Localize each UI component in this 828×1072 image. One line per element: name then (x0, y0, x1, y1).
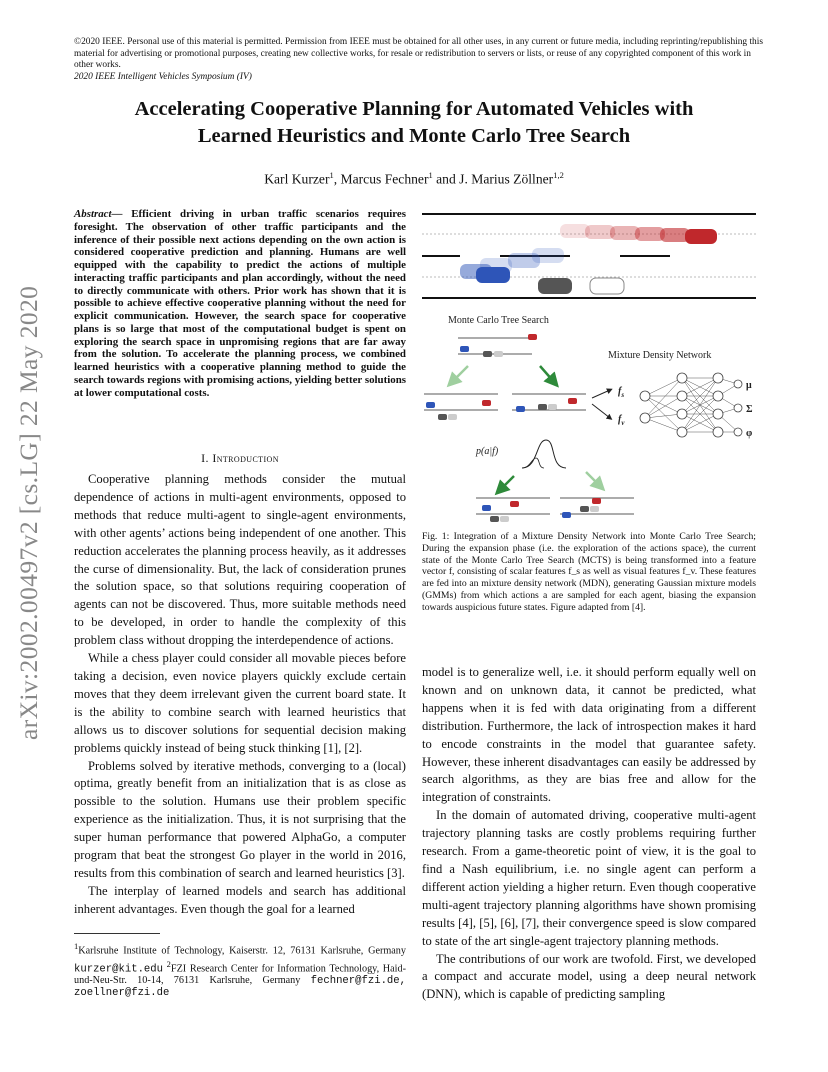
section-title: Introduction (212, 451, 279, 465)
body-paragraph: Problems solved by iterative methods, converging to a (local) optima, greatly benefit from an initialization that is as close as possible to the solution. Humans use their problem specific experience as the initialization. Thus, it is not surprising that the super human performance that powered AlphaGo, a computer program that beat the strongest Go player in the world in 2016, results from this combination of search and learned heuristics [3]. (74, 758, 406, 880)
body-paragraph: The interplay of learned models and search has additional inherent advantages. Even though the goal for a learned (74, 883, 406, 916)
footnote-email: kurzer@kit.edu (74, 962, 164, 975)
author-separator: , (333, 171, 341, 187)
figure-1 (420, 206, 760, 524)
sample-arrow (586, 472, 600, 486)
title-line-1: Accelerating Cooperative Planning for Automated Vehicles with (134, 98, 694, 120)
mcts-child-node (512, 394, 586, 412)
gaussian-curve (522, 458, 544, 468)
sample-arrow (500, 476, 514, 490)
white-car (590, 278, 624, 294)
feature-arrow (592, 390, 610, 398)
mcts-child-node (424, 394, 498, 420)
body-paragraph: model is to generalize well, i.e. it should perform equally well on known and on unknown data, it cannot be predicted, what happens when it is fed with data originating from a different distribution. Furthermore, the lack of introspection makes it hard to encode constraints in the model that guarantee safety. However, these inherent disadvantages can easily be addressed by search algorithms, as they are bias free and allow for the integration of constraints. (422, 665, 756, 805)
author-affiliation: 1 (329, 170, 334, 180)
author-name: J. Marius Zöllner (459, 171, 554, 187)
footnote-mark: 1 (74, 941, 79, 951)
expansion-arrow (452, 366, 468, 382)
feature-fv-label: $f_v$ (618, 414, 625, 427)
expansion-arrow (540, 366, 554, 382)
gray-car (538, 278, 572, 294)
blue-car (476, 267, 510, 283)
footnote-affiliation: Karlsruhe Institute of Technology, Kaiserstr. 12, 76131 Karlsruhe, Germany (78, 945, 406, 957)
copyright-text: ©2020 IEEE. Personal use of this material is permitted. Permission from IEEE must be obtained for all other uses, in any current or future media, including reprinting/republishing this material for advertising or promotional purposes, creating new collective works, for resale or redistribution to servers or lists, or reuse of any copyrighted component of this work in other works. (74, 37, 764, 71)
footnote-rule (74, 933, 160, 934)
footnote (74, 940, 406, 1000)
body-paragraph: Cooperative planning methods consider the mutual dependence of actions in multi-agent environments, opposed to methods that reduce multi-agent to single-agent environments, with other agents’ actions being independent of one another. This reduction accelerates the planning process heavily, as it addresses the curse of dimensionality. But, the lack of consideration prunes the solution space, so that solutions requiring cooperation of agents can not be discovered. Thus, more suitable methods need to be developed, in order to handle the complexity of this problem class without dropping the interdependence of actions. (74, 472, 406, 648)
author-affiliation: 1 (428, 170, 433, 180)
output-phi-label: φ (746, 428, 753, 439)
abstract (74, 208, 406, 399)
section-heading (74, 451, 406, 466)
feature-arrow (592, 404, 610, 418)
distribution-label: p(a|f) (476, 446, 499, 457)
blue-car-ghost (532, 248, 564, 263)
left-column-body (74, 471, 406, 919)
figure-caption: Fig. 1: Integration of a Mixture Density Network into Monte Carlo Tree Search; During the expansion phase (i.e. the exploration of the actions space), the current state of the Monte Carlo Tree Search (MCTS) is being transformed into a feature vector f, consisting of scalar features f_s as well as visual features f_v. These features are fed into an mixture density network (MDN), generating Gaussian mixture models (GMMs) from which actions a are sampled for each agent, biasing the expansion towards auspicious future states. Figure adapted from [4]. (422, 531, 756, 613)
output-sigma-label: Σ (746, 404, 753, 415)
footnote-affiliation: FZI Research Center for Information Technology, Haid-und-Neu-Str. 10-14, 76131 Karlsruhe, Germany (74, 962, 406, 987)
venue-line: 2020 IEEE Intelligent Vehicles Symposium (IV) (74, 71, 252, 82)
abstract-label: Abstract (74, 208, 112, 220)
feature-fs-label: $f_s$ (618, 386, 625, 399)
mcts-root-node (458, 334, 537, 357)
author-name: Karl Kurzer (264, 171, 330, 187)
mcts-label: Monte Carlo Tree Search (448, 315, 549, 326)
author-name: Marcus Fechner (340, 171, 429, 187)
red-car (685, 229, 717, 244)
footnote-email: fechner@fzi.de, zoellner@fzi.de (74, 975, 406, 1000)
title-line-2: Learned Heuristics and Monte Carlo Tree Search (197, 125, 631, 147)
mcts-leaf-node (476, 498, 550, 522)
author-list (60, 170, 768, 188)
section-number: I. (201, 451, 213, 465)
mdn-network (640, 373, 742, 437)
author-separator: and (432, 171, 460, 187)
right-column-body (422, 664, 756, 1004)
copyright-notice (74, 37, 764, 83)
gaussian-curve (522, 440, 566, 468)
body-paragraph: The contributions of our work are twofold. First, we developed a compact and accurate model, using a deep neural network (DNN), which is capable of predicting sampling (422, 951, 756, 1002)
nn-connections (645, 378, 738, 432)
arxiv-side-stamp: arXiv:2002.00497v2 [cs.LG] 22 May 2020 (14, 285, 43, 740)
author-affiliation: 1,2 (553, 170, 564, 180)
body-paragraph: In the domain of automated driving, cooperative multi-agent trajectory planning tasks are costly problems requiring further research. From a game-theoretic point of view, it is the goal to find a Nash equilibrium, i.e. no single agent can perform a different action yielding a higher return. Even though cooperative multi-agent trajectory planning algorithms have shown promising results [4], [5], [6], [7], their convergence speed is slow compared to state of the art single-agent trajectory planning methods. (422, 808, 756, 948)
mcts-leaf-node (560, 498, 634, 518)
abstract-text: — Efficient driving in urban traffic scenarios requires foresight. The observation of other traffic participants and the inference of their possible next actions depending on the own action is considered cooperative prediction and planning. Humans are well equipped with the capability to predict the actions of multiple interacting traffic participants and plan accordingly, without the need to directly communicate with others. Prior work has shown that it is possible to achieve effective cooperative planning without the need for explicit communication. However, the search space for cooperative plans is so large that most of the computational budget is spent on exploring the search space in unpromising regions that are far away from the solution. To accelerate the planning process, we combined learned heuristics with a cooperative planning method to guide the search towards regions with promising actions, yielding better solutions at lower computational costs. (74, 208, 406, 399)
body-paragraph: While a chess player could consider all movable pieces before taking a decision, even novice players quickly exclude certain moves that they deem irrelevant given the current board state. It is the ability to combine search with learned heuristics that allows us to discover solutions for sequential decision making problems quickly instead of being stuck thinking [1], [2]. (74, 651, 406, 755)
road-scene (422, 214, 756, 298)
footnote-mark: 2 (166, 958, 171, 969)
output-mu-label: μ (746, 380, 752, 391)
mdn-label: Mixture Density Network (608, 350, 712, 361)
paper-title (60, 96, 768, 150)
